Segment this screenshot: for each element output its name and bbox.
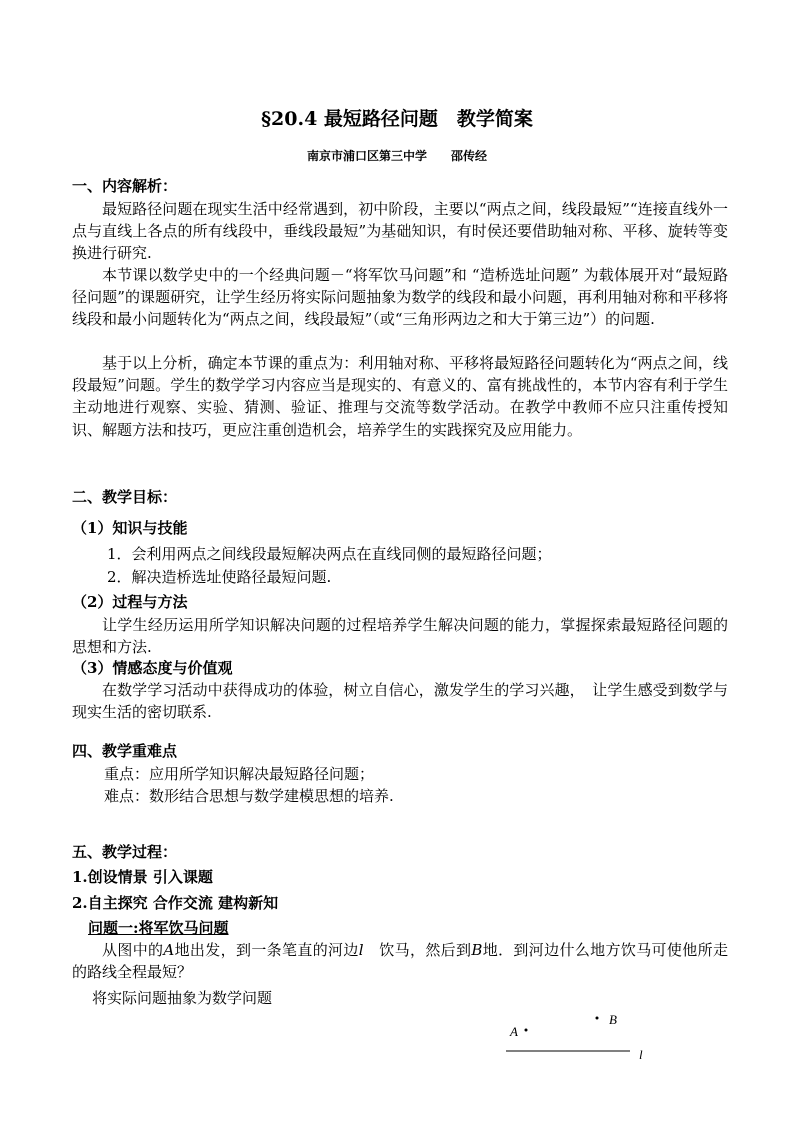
problem-1-title: 问题一:将军饮马问题 bbox=[88, 919, 229, 937]
problem-1-text bbox=[72, 939, 728, 983]
problem-1-text-b: 地出发，到一条笔直的河边 bbox=[174, 941, 359, 959]
diagram-label-a: A bbox=[510, 1024, 518, 1039]
page-title: §20.4 最短路径问题 教学简案 bbox=[261, 108, 533, 130]
problem-1-river-l: l bbox=[358, 941, 364, 959]
author-line: 南京市浦口区第三中学 邵传经 bbox=[306, 149, 487, 163]
analysis-paragraph-3: 基于以上分析，确定本节课的重点为：利用轴对称、平移将最短路径问题转化为“两点之间，线段最短”问题。学生的数学学习内容应当是现实的、有意义的、富有挑战性的，本节内容有利于学生主动地进行观察、实验、猜测、验证、推理与交流等数学活动。在教学中教师不应只注重传授知识、解题方法和技巧，更应注重创造机会，培养学生的实践探究及应用能力。 bbox=[72, 354, 728, 439]
knowledge-heading: （1）知识与技能 bbox=[72, 519, 188, 537]
process-heading: 五、教学过程： bbox=[72, 843, 178, 861]
river-diagram bbox=[500, 1005, 680, 1065]
problem-1-point-a: A bbox=[163, 941, 175, 959]
process-step-2: 2.自主探究 合作交流 建构新知 bbox=[72, 894, 279, 912]
abstract-line: 将实际问题抽象为数学问题 bbox=[92, 989, 273, 1007]
process-method-paragraph: 让学生经历运用所学知识解决问题的过程培养学生解决问题的能力，掌握探索最短路径问题的思想和方法. bbox=[72, 616, 728, 657]
diagram-label-b: B bbox=[609, 1012, 617, 1027]
problem-1-text-d: 地．到河边什么地方饮马可使他所走的路线全程最短？ bbox=[72, 941, 728, 982]
diagram-label-l: l bbox=[639, 1047, 643, 1062]
analysis-heading: 一、内容解析： bbox=[72, 177, 178, 195]
keypoint-important: 重点：应用所学知识解决最短路径问题； bbox=[104, 765, 375, 783]
point-a-dot bbox=[525, 1029, 528, 1032]
keypoint-difficult: 难点：数形结合思想与数学建模思想的培养. bbox=[104, 787, 394, 805]
problem-1-text-c: 饮马，然后到 bbox=[363, 941, 472, 959]
knowledge-item-2: 2．解决造桥选址使路径最短问题. bbox=[107, 568, 332, 586]
problem-1-point-b: B bbox=[471, 941, 483, 959]
keypoints-heading: 四、教学重难点 bbox=[72, 742, 178, 760]
knowledge-item-1: 1．会利用两点之间线段最短解决两点在直线同侧的最短路径问题； bbox=[107, 545, 552, 563]
problem-1-text-a: 从图中的 bbox=[102, 941, 164, 959]
process-step-1: 1.创设情景 引入课题 bbox=[72, 868, 213, 886]
emotion-heading: （3）情感态度与价值观 bbox=[72, 659, 233, 677]
analysis-paragraph-1: 最短路径问题在现实生活中经常遇到，初中阶段，主要以“两点之间，线段最短”“连接直线外一点与直线上各点的所有线段中，垂线段最短”为基础知识，有时侯还要借助轴对称、平移、旋转等变换进行研究. bbox=[72, 200, 728, 263]
emotion-paragraph: 在数学学习活动中获得成功的体验，树立自信心，激发学生的学习兴趣， 让学生感受到数学与现实生活的密切联系. bbox=[72, 681, 728, 722]
process-method-heading: （2）过程与方法 bbox=[72, 593, 188, 611]
analysis-paragraph-2: 本节课以数学史中的一个经典问题－“将军饮马问题”和 “造桥选址问题” 为载体展开对“最短路径问题”的课题研究，让学生经历将实际问题抽象为数学的线段和最小问题，再利用轴对称和平移将线段和最小问题转化为“两点之间，线段最短”（或“三角形两边之和大于第三边”）的问题. bbox=[72, 266, 728, 329]
goals-heading: 二、教学目标： bbox=[72, 488, 178, 506]
point-b-dot bbox=[596, 1017, 599, 1020]
